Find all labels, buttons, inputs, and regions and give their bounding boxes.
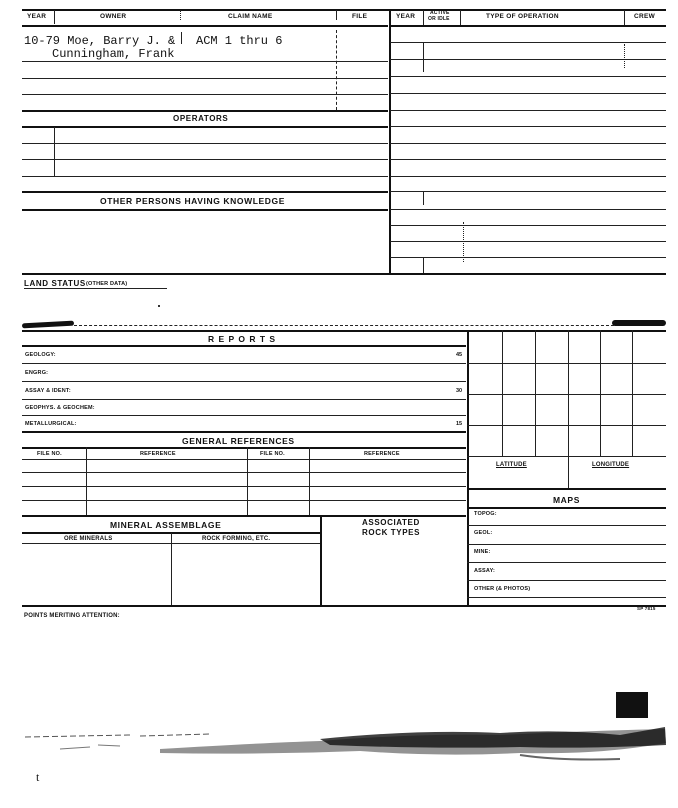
- rock-forming-label: ROCK FORMING, ETC.: [202, 536, 271, 542]
- header-crew: CREW: [634, 13, 656, 20]
- claim-name-entry: ACM 1 thru 6: [196, 34, 283, 48]
- report-metallurgical-num: 15: [456, 421, 463, 427]
- report-geophys: GEOPHYS. & GEOCHEM:: [25, 405, 95, 411]
- header-year-2: YEAR: [396, 13, 416, 20]
- general-references-title: GENERAL REFERENCES: [182, 436, 295, 446]
- maps-topog: TOPOG:: [474, 511, 497, 517]
- associated-rock-types-line2: ROCK TYPES: [362, 528, 421, 537]
- maps-title: MAPS: [553, 495, 580, 505]
- latitude-label: LATITUDE: [496, 462, 527, 468]
- report-geology: GEOLOGY:: [25, 352, 56, 358]
- reports-title: R E P O R T S: [208, 334, 277, 344]
- report-geology-num: 45: [456, 352, 463, 358]
- longitude-label: LONGITUDE: [592, 462, 630, 468]
- maps-assay: ASSAY:: [474, 568, 496, 574]
- report-assay-num: 30: [456, 388, 463, 394]
- owner-entry-line1: 10-79 Moe, Barry J. &: [24, 34, 176, 48]
- col-file-no: FILE NO.: [37, 451, 62, 457]
- ore-minerals-label: ORE MINERALS: [64, 536, 113, 542]
- points-meriting-attention: POINTS MERITING ATTENTION:: [24, 613, 120, 619]
- form-code: SP 7815: [637, 606, 656, 611]
- operators-title: OPERATORS: [173, 114, 229, 123]
- header-or-idle: OR IDLE: [428, 16, 450, 22]
- report-metallurgical: METALLURGICAL:: [25, 421, 77, 427]
- col-file-no-2: FILE NO.: [260, 451, 285, 457]
- other-persons-title: OTHER PERSONS HAVING KNOWLEDGE: [100, 196, 286, 206]
- maps-other: OTHER (& PHOTOS): [474, 586, 531, 592]
- land-status-sub: (OTHER DATA): [86, 281, 128, 287]
- associated-rock-types-line1: ASSOCIATED: [362, 518, 420, 527]
- header-year: YEAR: [27, 13, 47, 20]
- header-file: FILE: [352, 13, 368, 20]
- land-status-label: LAND STATUS: [24, 279, 86, 288]
- header-active: ACTIVE: [430, 10, 450, 16]
- maps-mine: MINE:: [474, 549, 491, 555]
- ink-smear-right: [612, 320, 666, 326]
- header-type-of-operation: TYPE OF OPERATION: [486, 13, 559, 20]
- col-reference-2: REFERENCE: [364, 451, 400, 457]
- col-reference: REFERENCE: [140, 451, 176, 457]
- owner-entry-line2: Cunningham, Frank: [52, 47, 175, 61]
- maps-geol: GEOL:: [474, 530, 493, 536]
- report-engrg: ENGRG:: [25, 370, 49, 376]
- corner-mark: t: [36, 770, 40, 784]
- header-owner: OWNER: [100, 13, 127, 20]
- ink-smear-left: [22, 321, 74, 329]
- header-claim-name: CLAIM NAME: [228, 13, 273, 20]
- report-assay: ASSAY & IDENT:: [25, 388, 71, 394]
- smudge-band: [0, 715, 678, 775]
- mineral-assemblage-title: MINERAL ASSEMBLAGE: [110, 520, 222, 530]
